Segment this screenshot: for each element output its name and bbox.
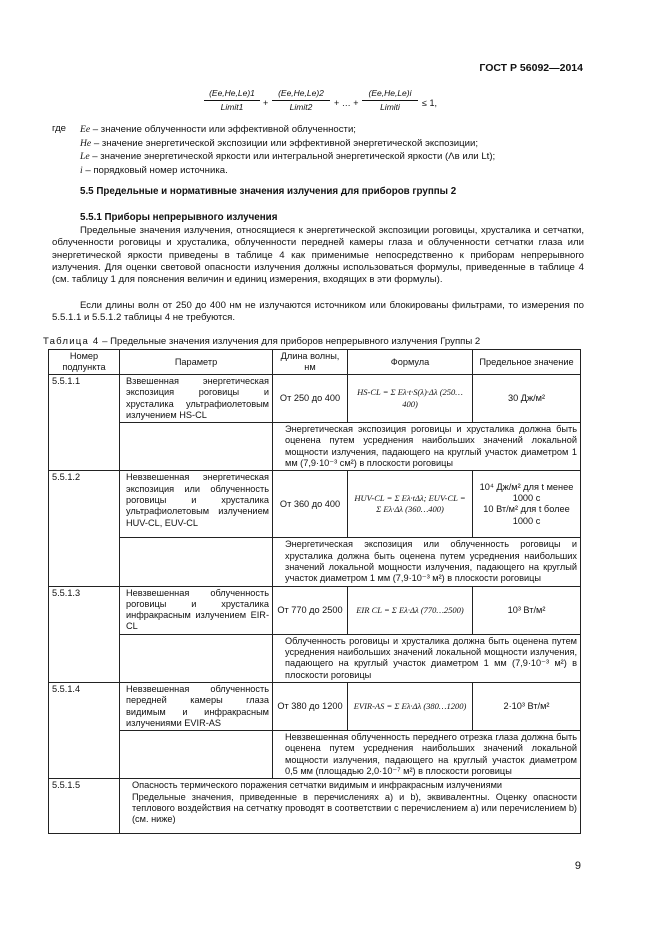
row-formula: HS-CL = Σ Eλ·t·S(λ)·Δλ (250…400) <box>348 375 473 423</box>
column-header: Длина волны, нм <box>273 350 348 375</box>
section-heading-5-5: 5.5 Предельные и нормативные значения излучения для приборов группы 2 <box>80 186 457 197</box>
table-row-note <box>49 538 581 586</box>
row-parameter: Невзвешенная облученность передней камеры глаза видимым и инфракрасным излучениями EVIR-AS <box>120 682 273 730</box>
fraction-1: (Eе,Hе,Lе)1 Limit1 <box>204 88 260 113</box>
definition-item: Lе – значение энергетической яркости или интегральной энергетической яркости (Λв или Lt); <box>80 151 496 163</box>
paragraph-wavelengths: Если длины волн от 250 до 400 нм не излучаются источником или блокированы фильтрами, то измерения по 5.5.1.1 и 5.5.1.2 таблицы 4 не требуются. <box>52 300 584 324</box>
row-number: 5.5.1.3 <box>49 586 120 682</box>
row-limit <box>473 471 581 538</box>
table-header-row <box>49 350 581 375</box>
where-label: где <box>52 123 67 134</box>
row-note: Энергетическая экспозиция роговицы и хрусталика должна быть оценена путем усреднения наибольших значений локальной мощности излучения, падающего на круглый участок диаметром 1 мм (7,9·10⁻³ см²) в плоскости роговицы <box>273 423 581 471</box>
definition-item: i – порядковый номер источника. <box>80 165 228 177</box>
definitions-list <box>80 123 495 178</box>
column-header: Параметр <box>120 350 273 375</box>
definition-item: Eе – значение облученности или эффективной облученности; <box>80 124 356 135</box>
limit-long-exposure: 10 Вт/м² для t более 1000 с <box>483 504 570 526</box>
summation-formula <box>204 88 484 122</box>
row-parameter: Взвешенная энергетическая экспозиция роговицы и хрусталика ультрафиолетовым излучением HS-CL <box>120 375 273 423</box>
table-row <box>49 375 581 423</box>
row-text-line: Предельные значения, приведенные в перечислениях а) и b), эквивалентны. Оценку опасности теплового воздействия на сетчатку проводят в соответствии с перечислением а) или перечислением b) (см. ниже) <box>132 791 577 825</box>
table-caption: Таблица 4 – Предельные значения излучения для приборов непрерывного излучения Группы 2 <box>43 336 481 347</box>
table-row-note <box>49 731 581 779</box>
row-parameter: Невзвешенная облученность роговицы и хрусталика инфракрасным излучением EIR-CL <box>120 586 273 634</box>
row-text <box>120 779 581 834</box>
table-row <box>49 779 581 834</box>
page-number: 9 <box>574 860 581 872</box>
table-row <box>49 682 581 730</box>
row-number: 5.5.1.5 <box>49 779 120 834</box>
fraction-i: (Eе,Hе,Lе)i Limiti <box>362 88 418 113</box>
column-header: Формула <box>348 350 473 375</box>
row-number: 5.5.1.4 <box>49 682 120 778</box>
row-note: Невзвешенная облученность переднего отрезка глаза должна быть оценена путем усреднения наибольших значений локальной мощности излучения, падающего на круглый участок диаметром 0,5 мм (площадью 2,0·10⁻⁷ м²) в плоскости роговицы <box>273 731 581 779</box>
row-limit: 2·10³ Вт/м² <box>473 682 581 730</box>
column-header: Номер подпункта <box>49 350 120 375</box>
section-heading-5-5-1: 5.5.1 Приборы непрерывного излучения <box>80 212 278 223</box>
row-limit: 30 Дж/м² <box>473 375 581 423</box>
table-row <box>49 471 581 538</box>
row-note: Облученность роговицы и хрусталика должна быть оценена путем усреднения наибольших значений локальной мощности излучения, падающего на круглый участок диаметром 1 мм (7,9·10⁻³ м²) в плоскости роговицы <box>273 634 581 682</box>
row-wavelength: От 250 до 400 <box>273 375 348 423</box>
table-row-note <box>49 423 581 471</box>
row-formula: EIR CL = Σ Eλ·Δλ (770…2500) <box>348 586 473 634</box>
definition-item: Hе – значение энергетической экспозиции или эффективной энергетической экспозиции; <box>80 137 479 149</box>
inequality: ≤ 1, <box>422 98 437 108</box>
row-text-line: Опасность термического поражения сетчатки видимым и инфракрасным излучениями <box>132 780 503 791</box>
limit-short-exposure: 10⁴ Дж/м² для t менее 1000 с <box>479 481 574 504</box>
plus-sign: + <box>263 98 269 108</box>
table-row-note <box>49 634 581 682</box>
column-header: Предельное значение <box>473 350 581 375</box>
fraction-2: (Eе,Hе,Lе)2 Limit2 <box>272 88 330 113</box>
row-wavelength: От 380 до 1200 <box>273 682 348 730</box>
row-wavelength: От 360 до 400 <box>273 471 348 538</box>
row-wavelength: От 770 до 2500 <box>273 586 348 634</box>
paragraph-limits: Предельные значения излучения, относящиеся к энергетической экспозиции роговицы, хрусталика и сетчатки, облученности роговицы и хрусталика, облученности передней камеры глаза и облученности сетчатки глаза или энергетической яркости приведены в таблице 4 как применимые непосредственно к приборам непрерывного излучения. Для оценки световой опасности излучения должны использоваться формулы, приведенные в таблице 4 (см. таблицу 1 для пояснения величин и единиц измерения, входящих в эти формулы). <box>52 225 584 286</box>
ellipsis-sum: + … + <box>334 98 359 108</box>
table-row <box>49 586 581 634</box>
limits-table <box>48 349 581 834</box>
row-formula: EVIR-AS = Σ Eλ·Δλ (380…1200) <box>348 682 473 730</box>
row-number: 5.5.1.2 <box>49 471 120 586</box>
row-parameter: Невзвешенная энергетическая экспозиция или облученность роговицы и хрусталика ультрафиолетовым излучением HUV-CL, EUV-CL <box>120 471 273 538</box>
document-code: ГОСТ Р 56092—2014 <box>479 62 583 74</box>
row-limit: 10³ Вт/м² <box>473 586 581 634</box>
row-number: 5.5.1.1 <box>49 375 120 471</box>
row-formula: HUV-CL = Σ Eλ·tΔλ; EUV-CL = Σ Eλ·Δλ (360…400) <box>348 471 473 538</box>
row-note: Энергетическая экспозиция или облученность роговицы и хрусталика должна быть оценена путем усреднения наибольших значений локальной мощности излучения, падающего на круглый участок диаметром 1 мм (7,9·10⁻³ м²) в плоскости роговицы <box>273 538 581 586</box>
